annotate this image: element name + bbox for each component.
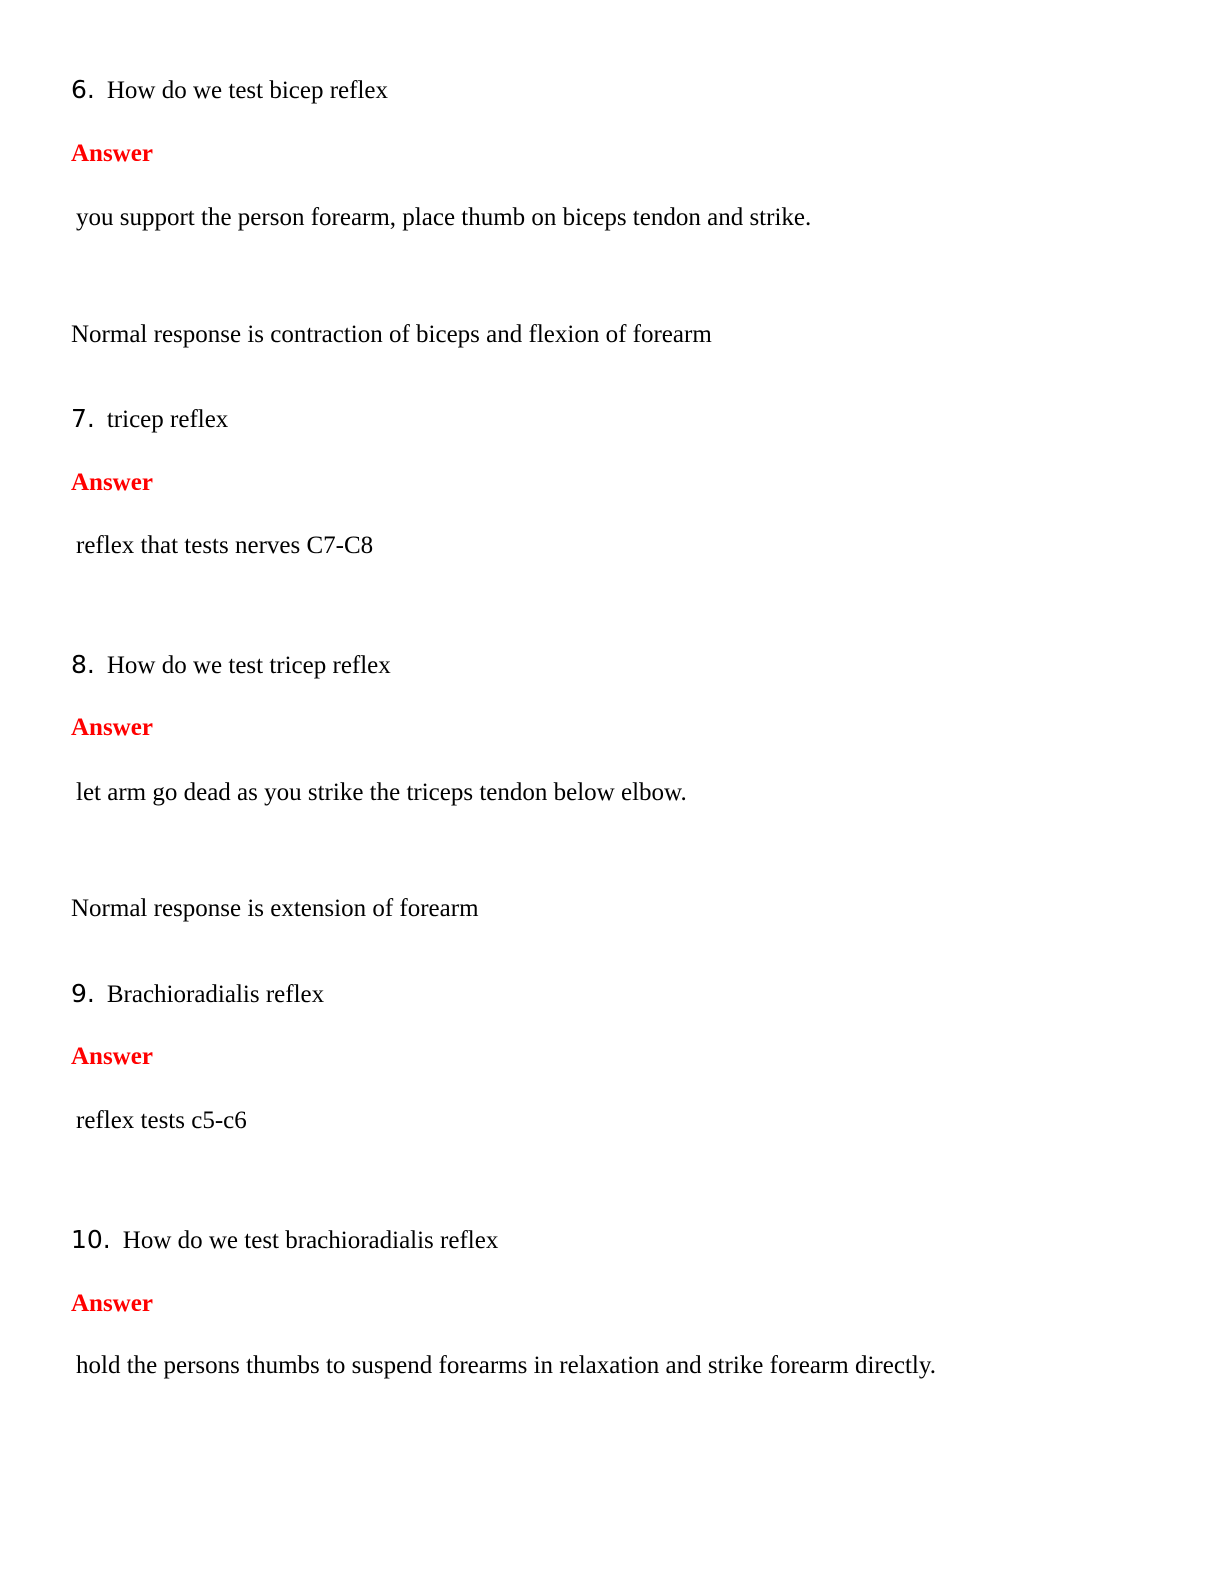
- answer-text: hold the persons thumbs to suspend forearms in relaxation and strike forearm directly.: [76, 1352, 936, 1379]
- question-10: [71, 1225, 498, 1255]
- answer-text: reflex tests c5-c6: [76, 1107, 247, 1134]
- answer-text: let arm go dead as you strike the triceps tendon below elbow.: [76, 779, 687, 806]
- question-text: Brachioradialis reflex: [106, 981, 325, 1008]
- answer-text: you support the person forearm, place thumb on biceps tendon and strike.: [76, 204, 812, 231]
- answer-label: Answer: [71, 140, 153, 167]
- question-text: How do we test tricep reflex: [106, 652, 391, 679]
- question-number: 10.: [71, 1225, 111, 1254]
- question-number: 7.: [71, 404, 95, 433]
- question-number: 6.: [71, 75, 95, 104]
- question-text: How do we test bicep reflex: [106, 77, 389, 104]
- answer-note: Normal response is extension of forearm: [71, 895, 479, 922]
- answer-label: Answer: [71, 1290, 153, 1317]
- question-6: [71, 75, 388, 105]
- answer-text: reflex that tests nerves C7-C8: [76, 532, 374, 559]
- question-text: How do we test brachioradialis reflex: [122, 1227, 499, 1254]
- question-9: [71, 979, 324, 1009]
- question-7: [71, 404, 228, 434]
- question-text: tricep reflex: [106, 406, 229, 433]
- answer-label: Answer: [71, 469, 153, 496]
- question-number: 8.: [71, 650, 95, 679]
- question-8: [71, 650, 391, 680]
- answer-note: Normal response is contraction of biceps and flexion of forearm: [71, 321, 712, 348]
- answer-label: Answer: [71, 714, 153, 741]
- question-number: 9.: [71, 979, 95, 1008]
- answer-label: Answer: [71, 1043, 153, 1070]
